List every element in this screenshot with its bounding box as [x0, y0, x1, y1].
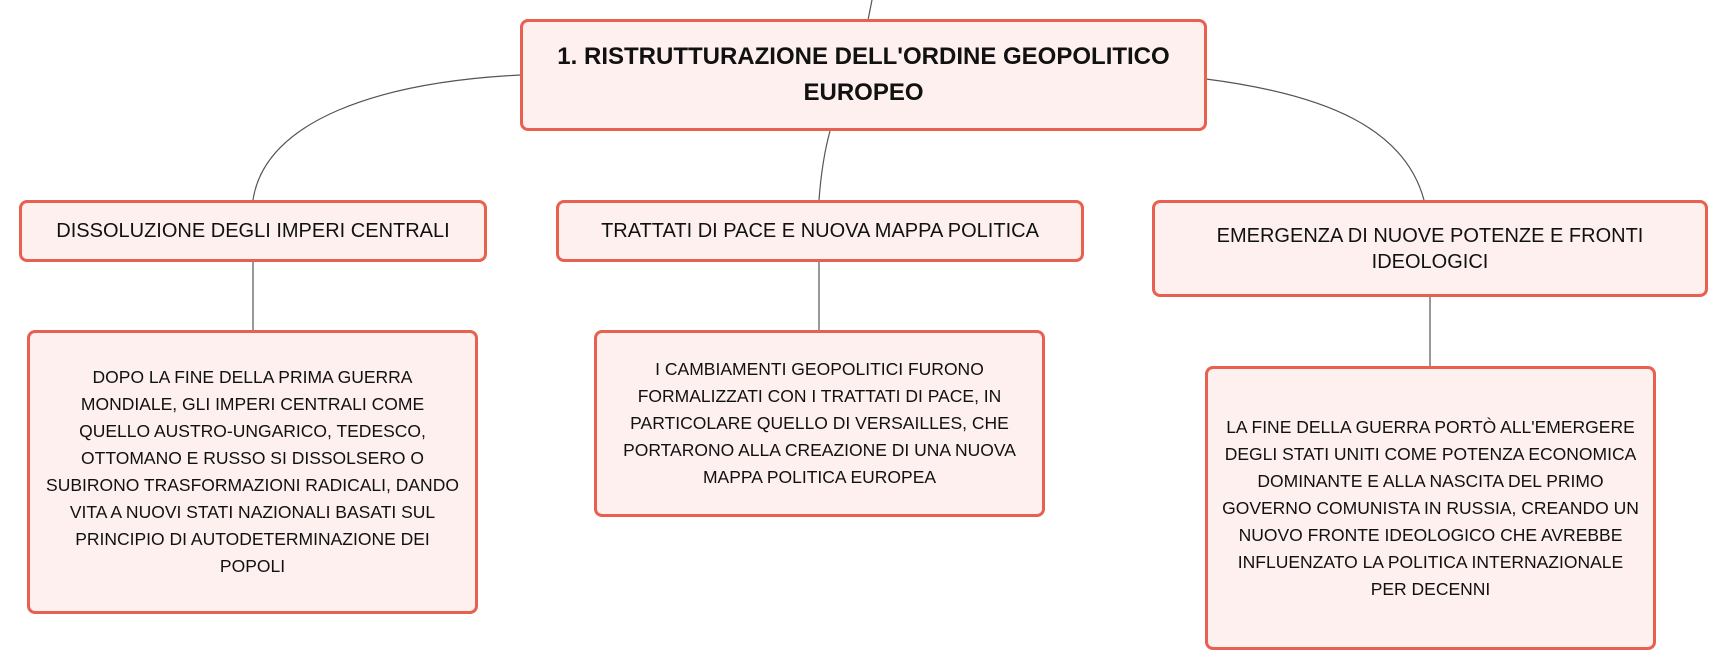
detail-note-emergenza[interactable]	[1205, 366, 1656, 650]
branch-topic-label: TRATTATI DI PACE E NUOVA MAPPA POLITICA	[601, 220, 1039, 242]
detail-note-dissoluzione[interactable]	[27, 330, 478, 614]
root-topic-label: 1. RISTRUTTURAZIONE DELL'ORDINE GEOPOLITICO EUROPEO	[557, 43, 1170, 106]
detail-note-text: DOPO LA FINE DELLA PRIMA GUERRA MONDIALE, GLI IMPERI CENTRALI COME QUELLO AUSTRO-UNGARICO, TEDESCO, OTTOMANO E RUSSO SI DISSOLSERO O SUBIRONO TRASFORMAZIONI RADICALI, DANDO VITA A NUOVI STATI NAZIONALI BASATI SUL PRINCIPIO DI AUTODETERMINAZIONE DEI POPOLI	[46, 367, 459, 576]
root-topic[interactable]	[520, 19, 1207, 131]
detail-note-text: LA FINE DELLA GUERRA PORTÒ ALL'EMERGERE DEGLI STATI UNITI COME POTENZA ECONOMICA DOMINANTE E ALLA NASCITA DEL PRIMO GOVERNO COMUNISTA IN RUSSIA, CREANDO UN NUOVO FRONTE IDEOLOGICO CHE AVREBBE INFLUENZATO LA POLITICA INTERNAZIONALE PER DECENNI	[1222, 416, 1639, 599]
branch-topic-label: DISSOLUZIONE DEGLI IMPERI CENTRALI	[56, 220, 450, 242]
connector-root-to-branch-2	[819, 131, 830, 200]
branch-topic-dissoluzione[interactable]	[19, 200, 487, 262]
branch-topic-trattati[interactable]	[556, 200, 1084, 262]
branch-topic-emergenza[interactable]	[1152, 200, 1708, 297]
connector-root-to-branch-3	[1206, 79, 1424, 200]
detail-note-trattati[interactable]	[594, 330, 1045, 517]
connector-parent-to-root	[868, 0, 872, 20]
branch-topic-label: EMERGENZA DI NUOVE POTENZE E FRONTI IDEOLOGICI	[1216, 224, 1644, 273]
connector-root-to-branch-1	[253, 75, 520, 200]
detail-note-text: I CAMBIAMENTI GEOPOLITICI FURONO FORMALIZZATI CON I TRATTATI DI PACE, IN PARTICOLARE QUELLO DI VERSAILLES, CHE PORTARONO ALLA CREAZIONE DI UNA NUOVA MAPPA POLITICA EUROPEA	[623, 359, 1016, 487]
